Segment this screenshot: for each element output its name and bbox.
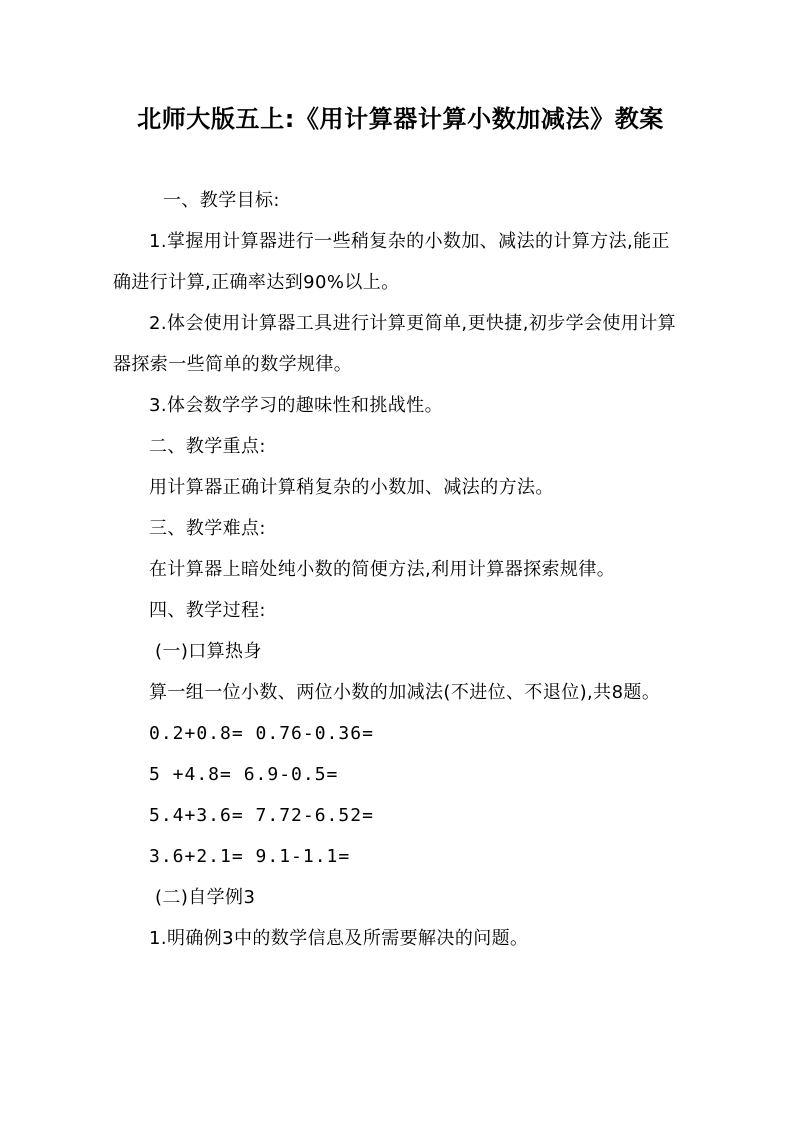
process-heading: 四、教学过程: (149, 600, 266, 621)
part-1-heading: (一)口算热身 (155, 641, 262, 662)
document-body (113, 180, 688, 959)
goals-heading: 一、教学目标: (163, 190, 280, 211)
exercise-row: 0.2+0.8= 0.76-0.36= (149, 723, 374, 744)
part-2-heading: (二)自学例3 (155, 887, 256, 908)
goal-2: 2.体会使用计算器工具进行计算更简单,更快捷,初步学会使用计算器探索一些简单的数学规律。 (113, 313, 677, 375)
difficulty-heading: 三、教学难点: (149, 518, 266, 539)
part-1-text: 算一组一位小数、两位小数的加减法(不进位、不退位),共8题。 (149, 682, 661, 703)
key-text: 用计算器正确计算稍复杂的小数加、减法的方法。 (149, 477, 554, 498)
goal-3: 3.体会数学学习的趣味性和挑战性。 (149, 395, 443, 416)
difficulty-text: 在计算器上暗处纯小数的简便方法,利用计算器探索规律。 (149, 559, 616, 580)
exercise-row: 5.4+3.6= 7.72-6.52= (149, 805, 374, 826)
exercise-row: 5 +4.8= 6.9-0.5= (149, 764, 339, 785)
exercise-row: 3.6+2.1= 9.1-1.1= (149, 846, 351, 867)
key-heading: 二、教学重点: (149, 436, 266, 457)
document-title: 北师大版五上:《用计算器计算小数加减法》教案 (137, 105, 664, 133)
part-2-item-1: 1.明确例3中的数学信息及所需要解决的问题。 (149, 928, 529, 949)
goal-1: 1.掌握用计算器进行一些稍复杂的小数加、减法的计算方法,能正确进行计算,正确率达到90%以上。 (113, 231, 670, 293)
